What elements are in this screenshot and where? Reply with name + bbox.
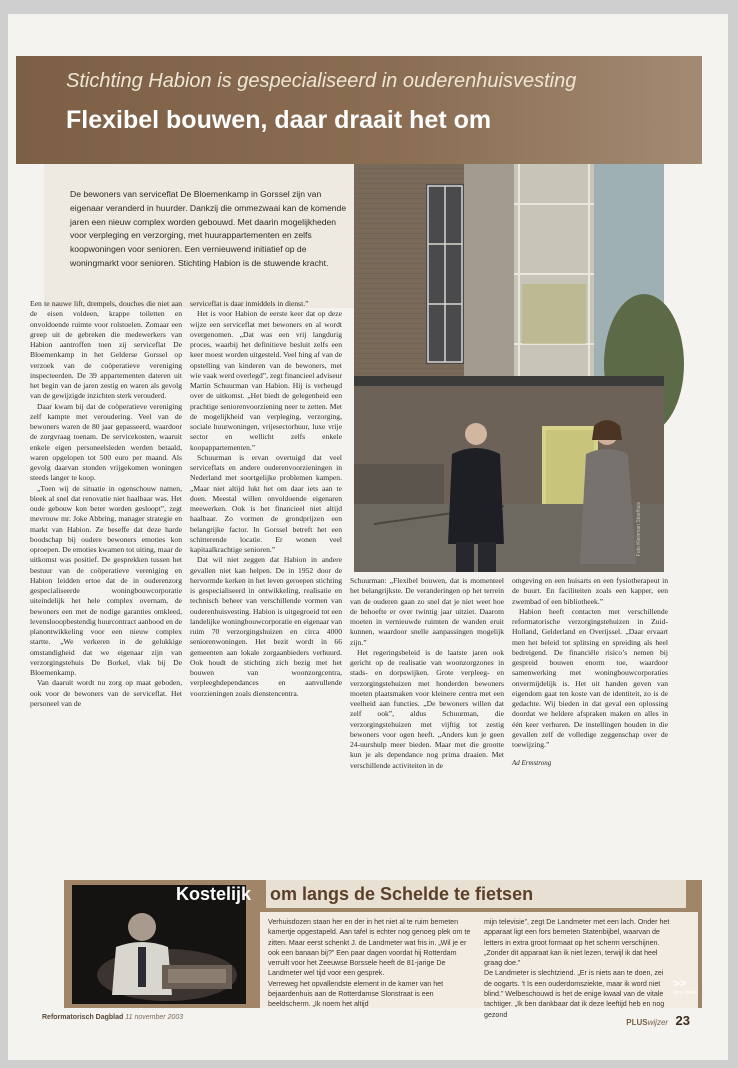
footer-date: 11 november 2003 bbox=[125, 1014, 184, 1021]
paragraph: Verhuisdozen staan her en der in het niet al te ruim bemeten kamertje opgestapeld. Aan tafel is echter nog genoeg plek om te zitten. Maar eerst schenkt J. de Landmeter wat fris in. „Wil je er ook een banaan bij?” Een paar dagen voordat hij Rotterdam verruilt voor het Zeeuwse Borssele heeft de 81-jarige De Landmeter wel tijd voor een gesprek. bbox=[268, 918, 471, 978]
article-kicker: Stichting Habion is gespecialiseerd in ouderenhuisvesting bbox=[66, 70, 577, 92]
article-column-2 bbox=[190, 299, 342, 699]
footer-publication bbox=[42, 1014, 183, 1021]
paragraph: mijn televisie”, zegt De Landmeter met een lach. Onder het apparaat ligt een fors bemeten Statenbijbel, waarvan de letters in extra groot formaat op het scherm verschijnen. „Zonder dit apparaat kan ik niet lezen, terwijl ik dat heel graag doe.” bbox=[484, 918, 670, 968]
teaser-text bbox=[260, 912, 698, 1019]
teaser-headline bbox=[176, 880, 702, 910]
article-headline: Flexibel bouwen, daar draait het om bbox=[66, 106, 492, 134]
paragraph: De Landmeter is slechtziend. „Er is niets aan te doen, zei de oogarts. ’t Is een ouderdomsziekte, maar ik word niet blind.” Welbeschouwd is het de enige kwaal van de vitale tachtiger. „Ik ben dankbaar dat ik deze leeftijd heb en nog gezond bbox=[484, 969, 665, 1019]
footer-brand: PLUS bbox=[626, 1018, 648, 1027]
teaser-headline-band bbox=[266, 880, 686, 908]
building-photo-illustration bbox=[354, 164, 664, 572]
paragraph: Daar kwam bij dat de coöperatieve vereniging zelf kampte met veroudering. Veel van de bewoners waren de 80 jaar gepasseerd, waardoor de zorgvraag toenam. De servicekosten, waaruit enkele eigen personeelsleden werden betaald, waren opgelopen tot 500 euro per maand. Als gevolg daarvan stonden vrijgekomen woningen steeds langer te koop. bbox=[30, 401, 182, 483]
paragraph: Habion heeft contacten met verschillende reformatorische verzorgingstehuizen in Zuid-Holland, Gelderland en Overijssel. „Daar ervaart men het beleid tot splitsing en spreiding als heel bedreigend. De financiële risico’s nemen bij gespreid bouwen enorm toe, waardoor samenwerking met woningbouwcorporaties onvermijdelijk is. Het uit handen geven van eigendom gaat ten koste van de identiteit, zo is de gedachte. Wij bieden in dat geval een oplossing doordat we heldere afspraken maken en alles in één keer verhuren. De instellingen houden in die gevallen zelf de volledige zeggenschap over de toewijzing.” bbox=[512, 606, 668, 749]
article-header bbox=[16, 56, 702, 164]
paragraph: Dat wil niet zeggen dat Habion in andere gevallen niet kan helpen. De in 1952 door de hervormde kerken in het leven geroepen stichting is gespecialiseerd in ontwikkeling, realisatie en technisch beheer van verschillende vormen van ouderenhuisvesting. Habion is uitgegroeid tot een landelijke woningbouwcorporatie en eigenaar van ruim 70 verzorgingshuizen en circa 4000 seniorenwoningen. Het bezit wordt in 66 gemeenten aan lokale zorgaanbieders verhuurd. Ook houdt de stichting zich bezig met het bouwen van woonzorgcentra, verpleeghdependances en aanvullende voorzieningen zoals dienstencentra. bbox=[190, 555, 342, 698]
read-more-text: lees verder bbox=[673, 990, 698, 996]
read-more-arrow-icon: >> bbox=[673, 978, 687, 990]
teaser-column-1 bbox=[268, 917, 474, 1010]
paragraph: Schuurman: „Flexibel bouwen, dat is momenteel het belangrijkste. De veranderingen op het terrein van de ouderen gaan zo snel dat je niet weet hoe de behoefte er over twintig jaar uitziet. Daarom moeten in vernieuwde ruimten de wanden eruit kunnen, waardoor snelle aanpassingen mogelijk zijn.” bbox=[350, 576, 504, 647]
paragraph: Schuurman is ervan overtuigd dat veel serviceflats en andere ouderenvoorzieningen in Nederland met soortgelijke problemen kampen. „Maar niet altijd lukt het om daar iets aan te doen. Meestal willen onvoldoende eigenaren meewerken. Ook is het financieel niet altijd haalbaar. Zo vormen de grondprijzen een belangrijke factor. In Gorssel betreft het een schitterende locatie. Er wonen veel kapitaalkrachtige senioren.” bbox=[190, 452, 342, 554]
article-intro bbox=[44, 164, 360, 308]
author-signature: Ad Ermstrong bbox=[512, 759, 552, 768]
footer-page-info bbox=[626, 1012, 690, 1030]
paragraph: serviceflat is daar inmiddels in dienst.” bbox=[190, 299, 309, 308]
page-number: 23 bbox=[675, 1013, 690, 1028]
teaser-column-2 bbox=[484, 917, 672, 1020]
article-column-4 bbox=[512, 576, 668, 769]
intro-text: De bewoners van serviceflat De Bloemenkamp in Gorssel zijn van eigenaar veranderd in huurder. Dankzij die ommezwaai kan de komende jaren een nieuw complex worden gebouwd. Met daarin mogelijkheden voor verpleging en verzorging, met huurappartementen en zelfs koopwoningen voor senioren. Een vernieuwend initiatief op de woningmarkt voor senioren. Stichting Habion is de stuwende kracht. bbox=[70, 189, 347, 268]
footer-brand-suffix: wijzer bbox=[647, 1018, 669, 1027]
paragraph: Het is voor Habion de eerste keer dat op deze wijze een serviceflat met bewoners en al wordt overgenomen. „Dat was een vrij langdurig proces, waarbij het definitieve besluit zelfs een keer moest worden uitgesteld. Veel hing af van de opstelling van kinderen van de bewoners, met wie vaak werd overlegd”, zegt financieel adviseur Martin Schuurman van Habion. Hij is verheugd over de uitkomst. „Het biedt de gelegenheid een prachtige seniorenvoorziening neer te zetten. Met de mogelijkheid van verpleging, verzorging, sociale huurwoningen, vrijesectorhuur, luxe vrije sector en wellicht zelfs enkele koopappartementen.” bbox=[190, 309, 343, 452]
article-column-3 bbox=[350, 576, 504, 771]
paragraph: Een te nauwe lift, drempels, douches die niet aan de eisen voldeen, krappe toiletten en onvoldoende ruimte voor rolstoelen. Zomaar een greep uit de gebreken die medewerkers van Habion aantroffen toen zij serviceflat De Bloemenkamp in het Gelderse Gorssel op verzoek van de coöperatieve vereniging inspecteerden. De 39 appartementen dateren uit het begin van de jaren zestig en waren als gevolg van de gewijzigde inzichten sterk verouderd. bbox=[30, 299, 182, 401]
paragraph: Van daaruit wordt nu zorg op maat geboden, ook voor de bewoners van de serviceflat. Het personeel van de bbox=[30, 678, 182, 708]
photo-credit: Foto Kleinman Stoelhuis bbox=[636, 502, 642, 557]
teaser-headline-word: Kostelijk bbox=[176, 884, 252, 904]
newspaper-page bbox=[8, 14, 728, 1060]
article-photo bbox=[354, 164, 664, 572]
teaser-headline-rest: om langs de Schelde te fietsen bbox=[270, 884, 534, 904]
paragraph: „Toen wij de situatie in ogenschouw namen, bleek al snel dat renovatie niet haalbaar was. Het oude gebouw kon beter worden gesloopt”, zegt mevrouw mr. Joke Abbring, manager strategie en markt van Habion. Ze beseffe dat deze harde boodschap bij oudere bewoners emoties kon oproepen. De emoties kwamen tot uiting, maar de uitkomst was positief. De gesprekken tussen het bestuur van de coöperatieve vereniging en Habion leidden ertoe dat de in ouderenzorg gespecialiseerde woningbouwcorporatie uiteindelijk het hele complex overnam, de bewoners een met de nodige garanties omkleed, levenslooopbestendig huurcontract aanbood en de planontwikkeling voor een nieuw complex startte. „We verkeren in de gelukkige omstandigheid dat we eigenaar zijn van verzorgingstehuis De Borkel, vlak bij De Bloemenkamp. bbox=[30, 483, 182, 677]
article-column-1 bbox=[30, 299, 182, 709]
paragraph: Verreweg het opvallendste element in de kamer van het bejaardenhuis aan de Rotterdamse Slonstraat is een beeldscherm. „Ik noem het altijd bbox=[268, 979, 444, 1009]
paragraph: Het regeringsbeleid is de laatste jaren ook gericht op de realisatie van woonzorgzones in stads- en dorpswijken. Grote verpleeg- en verzorgingstehuizen met honderden bewoners moeten plaatsmaken voor kleinere centra met een veelheid aan functies. „De bewoners willen dat zelf ook”, aldus Schuurman, die verzorgingstehuizen met vijftig tot zestig bewoners voor ogen heeft. „Anders kun je geen 24-uurshulp meer bieden. Maar met die grootte kun je als dependance nog prima draaien. Met verschillende activiteiten in de bbox=[350, 647, 504, 770]
paragraph: omgeving en een huisarts en een fysiotherapeut in de buurt. En faciliteiten zoals een kapper, een zwembad of een bibliotheek.” bbox=[512, 576, 668, 606]
read-more-link[interactable] bbox=[673, 978, 698, 996]
footer-paper-name: Reformatorisch Dagblad bbox=[42, 1014, 124, 1021]
